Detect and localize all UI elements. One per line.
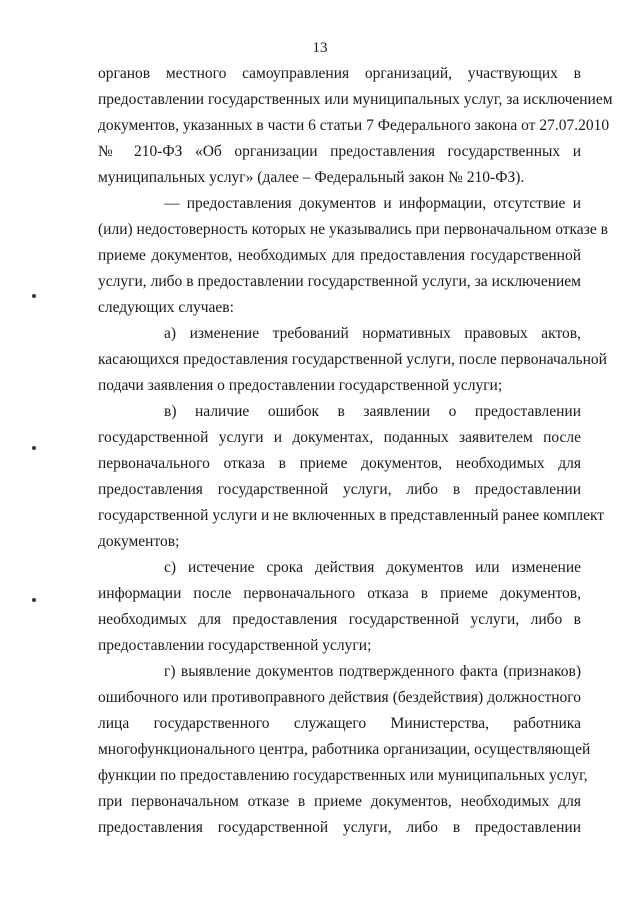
text-line: следующих случаев: bbox=[98, 299, 234, 316]
text-line: государственной услуги и документах, поданных заявителем после bbox=[98, 429, 581, 446]
text-line: подачи заявления о предоставлении государственной услуги; bbox=[98, 377, 503, 394]
text-line: в) наличие ошибок в заявлении о предоставлении bbox=[164, 403, 581, 420]
text-line: документов, указанных в части 6 статьи 7 Федерального закона от 27.07.2010 bbox=[98, 117, 610, 134]
text-line: первоначального отказа в приеме документов, необходимых для bbox=[98, 455, 581, 472]
scan-hole-mark bbox=[32, 446, 36, 450]
page-number: 13 bbox=[312, 40, 328, 56]
text-line: ошибочного или противоправного действия (бездействия) должностного bbox=[98, 689, 581, 706]
text-line: государственной услуги и не включенных в представленный ранее комплект bbox=[98, 507, 605, 524]
text-line: необходимых для предоставления государственной услуги, либо в bbox=[98, 611, 581, 628]
scan-hole-mark bbox=[32, 598, 36, 602]
text-line: касающихся предоставления государственной услуги, после первоначальной bbox=[98, 351, 607, 368]
text-line: при первоначальном отказе в приеме документов, необходимых для bbox=[98, 793, 581, 810]
text-line: приеме документов, необходимых для предоставления государственной bbox=[98, 247, 581, 264]
text-line: информации после первоначального отказа в приеме документов, bbox=[98, 585, 581, 602]
text-line: муниципальных услуг» (далее – Федеральный закон № 210-ФЗ). bbox=[98, 169, 525, 186]
text-line: многофункционального центра, работника организации, осуществляющей bbox=[98, 741, 591, 758]
text-line: с) истечение срока действия документов или изменение bbox=[164, 559, 581, 576]
scan-hole-mark bbox=[32, 294, 36, 298]
text-line: функции по предоставлению государственных или муниципальных услуг, bbox=[98, 767, 588, 784]
text-line: предоставления государственной услуги, либо в предоставлении bbox=[98, 481, 581, 498]
text-line: документов; bbox=[98, 533, 180, 550]
text-line: предоставления государственной услуги, либо в предоставлении bbox=[98, 819, 581, 836]
text-line: а) изменение требований нормативных правовых актов, bbox=[164, 325, 581, 342]
text-line: предоставлении государственной услуги; bbox=[98, 637, 372, 654]
text-line: услуги, либо в предоставлении государственной услуги, за исключением bbox=[98, 273, 581, 290]
text-line: предоставлении государственных или муниципальных услуг, за исключением bbox=[98, 91, 613, 108]
text-line: (или) недостоверность которых не указывались при первоначальном отказе в bbox=[98, 221, 608, 238]
text-line: — предоставления документов и информации, отсутствие и bbox=[164, 195, 581, 212]
text-line: органов местного самоуправления организаций, участвующих в bbox=[98, 65, 581, 82]
text-line: № 210-ФЗ «Об организации предоставления государственных и bbox=[98, 143, 581, 160]
text-line: г) выявление документов подтвержденного факта (признаков) bbox=[164, 663, 581, 680]
text-line: лица государственного служащего Министерства, работника bbox=[98, 715, 581, 732]
